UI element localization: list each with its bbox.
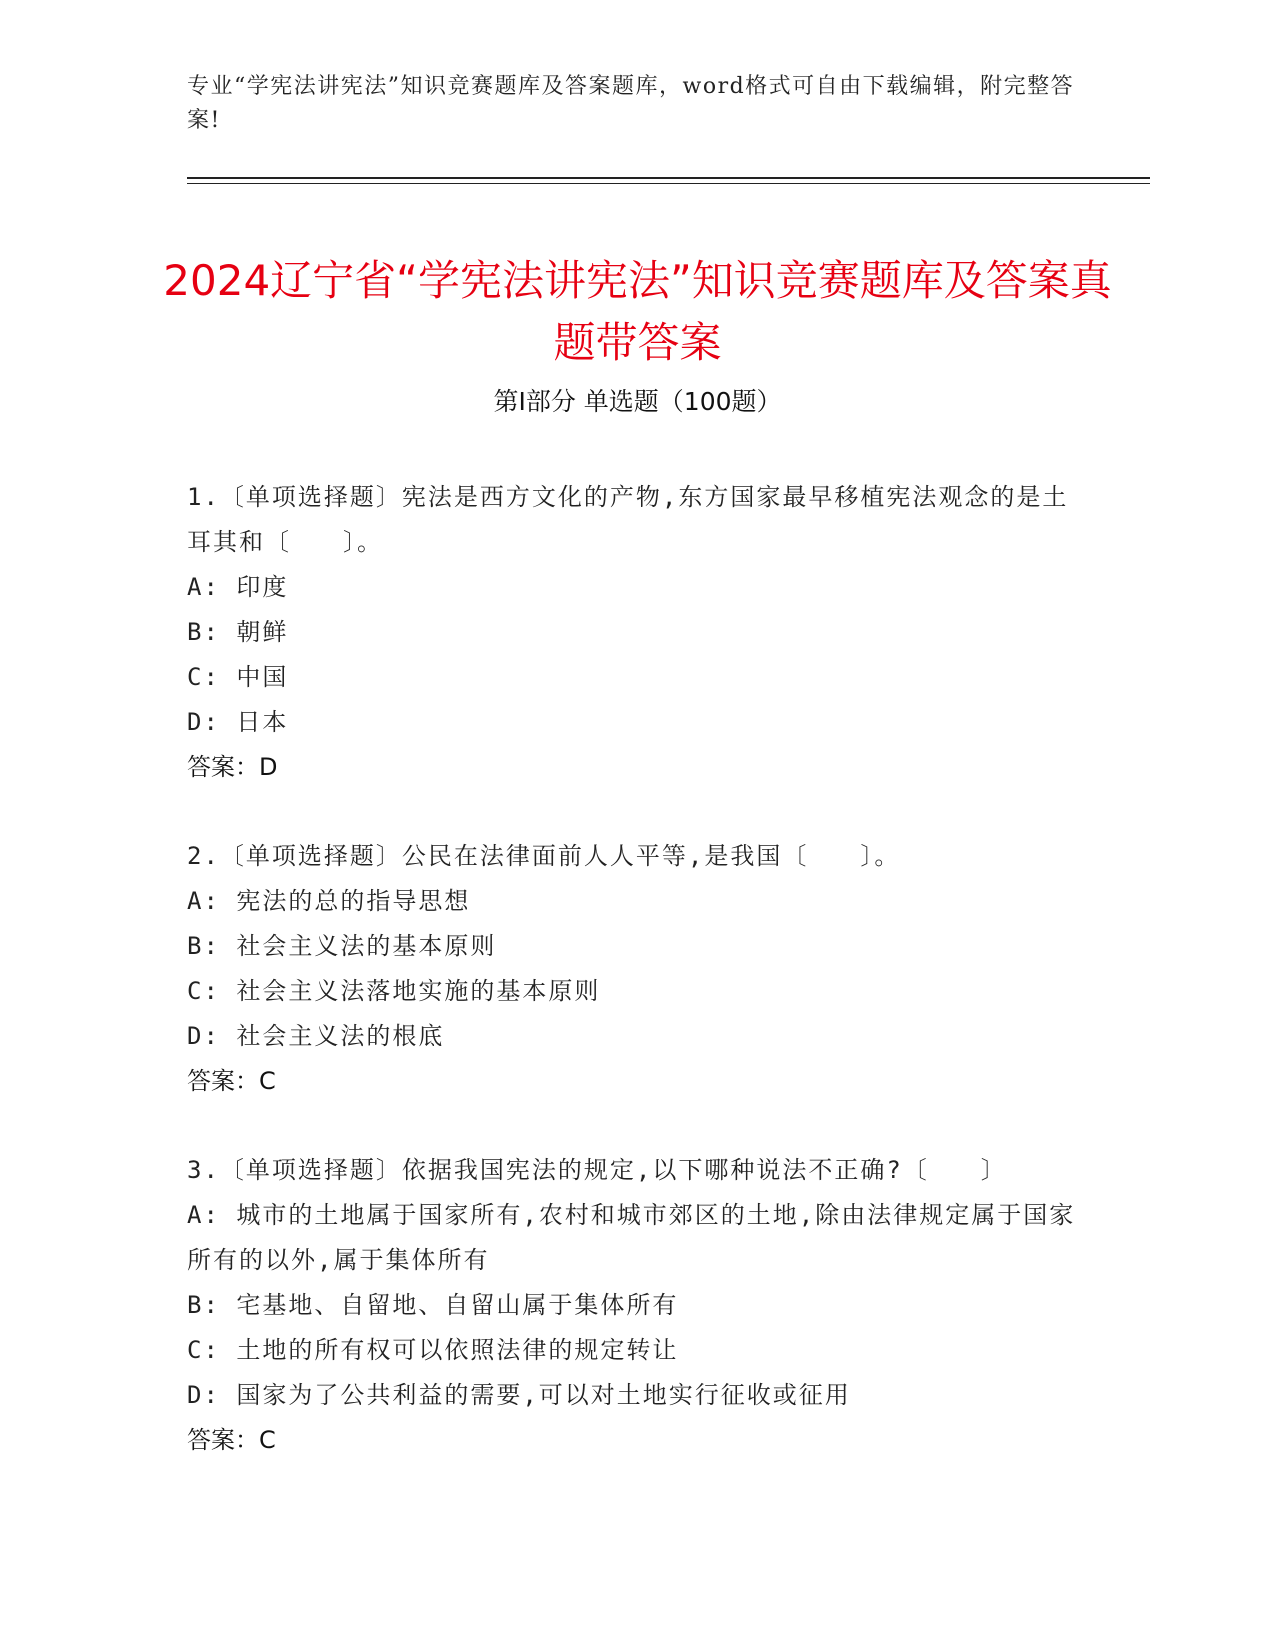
option-c: C: 社会主义法落地实施的基本原则 bbox=[187, 977, 601, 1005]
question-2 bbox=[187, 834, 1087, 1104]
option-c: C: 土地的所有权可以依照法律的规定转让 bbox=[187, 1336, 679, 1364]
option-d: D: 国家为了公共利益的需要,可以对土地实行征收或征用 bbox=[187, 1381, 851, 1409]
option-a: A: 印度 bbox=[187, 573, 289, 601]
option-b: B: 宅基地、自留地、自留山属于集体所有 bbox=[187, 1291, 679, 1319]
question-1 bbox=[187, 475, 1087, 790]
option-d: D: 日本 bbox=[187, 708, 289, 736]
question-stem: 3.〔单项选择题〕依据我国宪法的规定,以下哪种说法不正确?〔 〕 bbox=[187, 1156, 1007, 1184]
option-b: B: 朝鲜 bbox=[187, 618, 289, 646]
option-c: C: 中国 bbox=[187, 663, 289, 691]
section-heading: 第I部分 单选题（100题） bbox=[493, 387, 782, 416]
header-rule-thick bbox=[187, 177, 1150, 179]
option-d: D: 社会主义法的根底 bbox=[187, 1022, 445, 1050]
question-stem: 1.〔单项选择题〕宪法是西方文化的产物,东方国家最早移植宪法观念的是土耳其和〔 〕。 bbox=[187, 483, 1069, 556]
header-rule-thin bbox=[187, 183, 1150, 184]
option-a: A: 城市的土地属于国家所有,农村和城市郊区的土地,除由法律规定属于国家所有的以外,属于集体所有 bbox=[187, 1201, 1076, 1274]
question-stem: 2.〔单项选择题〕公民在法律面前人人平等,是我国〔 〕。 bbox=[187, 842, 901, 870]
question-3 bbox=[187, 1148, 1087, 1463]
answer-line: 答案：D bbox=[187, 753, 278, 781]
question-list bbox=[187, 475, 1087, 1507]
option-b: B: 社会主义法的基本原则 bbox=[187, 932, 497, 960]
document-title: 2024辽宁省“学宪法讲宪法”知识竞赛题库及答案真题带答案 bbox=[163, 256, 1112, 368]
answer-line: 答案：C bbox=[187, 1067, 276, 1095]
answer-line: 答案：C bbox=[187, 1426, 276, 1454]
option-a: A: 宪法的总的指导思想 bbox=[187, 887, 471, 915]
header-note: 专业“学宪法讲宪法”知识竞赛题库及答案题库，word格式可自由下载编辑，附完整答案! bbox=[187, 74, 1075, 133]
